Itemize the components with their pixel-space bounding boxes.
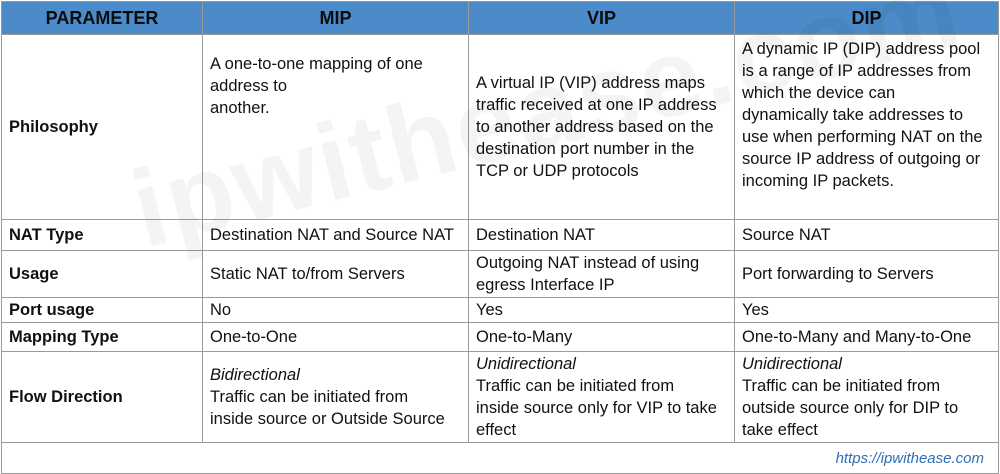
text-line: incoming IP packets.	[742, 172, 894, 190]
header-vip: VIP	[469, 2, 735, 35]
cell-mapping-type-mip: One-to-One	[203, 323, 469, 352]
text-line: destination port number in the	[476, 140, 695, 158]
param-usage: Usage	[2, 251, 203, 298]
text-line: dynamically take addresses to	[742, 106, 964, 124]
direction-label: Unidirectional	[742, 355, 842, 373]
param-flow-direction: Flow Direction	[2, 352, 203, 443]
text-line: egress Interface IP	[476, 276, 615, 294]
cell-nat-type-dip: Source NAT	[735, 220, 999, 251]
cell-flow-direction-mip	[203, 352, 469, 443]
footer-cell	[2, 443, 999, 474]
direction-label: Bidirectional	[210, 366, 300, 384]
cell-nat-type-vip: Destination NAT	[469, 220, 735, 251]
param-mapping-type: Mapping Type	[2, 323, 203, 352]
text-line: traffic received at one IP address	[476, 96, 717, 114]
cell-usage-mip: Static NAT to/from Servers	[203, 251, 469, 298]
header-mip: MIP	[203, 2, 469, 35]
direction-label: Unidirectional	[476, 355, 576, 373]
header-dip: DIP	[735, 2, 999, 35]
cell-mapping-type-dip: One-to-Many and Many-to-One	[735, 323, 999, 352]
header-row	[2, 2, 999, 35]
cell-port-usage-mip: No	[203, 298, 469, 323]
param-nat-type: NAT Type	[2, 220, 203, 251]
cell-flow-direction-vip	[469, 352, 735, 443]
cell-usage-vip	[469, 251, 735, 298]
header-parameter: PARAMETER	[2, 2, 203, 35]
comparison-table	[1, 1, 999, 474]
text-line: Traffic can be initiated from	[742, 377, 941, 395]
footer-row	[2, 443, 999, 474]
cell-nat-type-mip: Destination NAT and Source NAT	[203, 220, 469, 251]
table-row-usage	[2, 251, 999, 298]
param-port-usage: Port usage	[2, 298, 203, 323]
text-line: outside source only for DIP to	[742, 399, 959, 417]
text-line: which the device can	[742, 84, 896, 102]
cell-philosophy-vip	[469, 35, 735, 220]
text-line: inside source or Outside Source	[210, 410, 445, 428]
text-line: Traffic can be initiated from	[476, 377, 675, 395]
text-line: effect	[476, 421, 517, 439]
cell-flow-direction-dip	[735, 352, 999, 443]
table-row-flow-direction	[2, 352, 999, 443]
table-row-philosophy	[2, 35, 999, 220]
table-row-port-usage	[2, 298, 999, 323]
text-line: to another address based on the	[476, 118, 714, 136]
param-philosophy: Philosophy	[2, 35, 203, 220]
text-line: A virtual IP (VIP) address maps	[476, 74, 705, 92]
text-line: take effect	[742, 421, 818, 439]
text-line: TCP or UDP protocols	[476, 162, 639, 180]
cell-mapping-type-vip: One-to-Many	[469, 323, 735, 352]
source-url[interactable]: https://ipwithease.com	[835, 449, 984, 467]
text-line: source IP address of outgoing or	[742, 150, 981, 168]
cell-philosophy-mip	[203, 35, 469, 220]
text-line: A one-to-one mapping of one	[210, 55, 423, 73]
table-row-nat-type	[2, 220, 999, 251]
text-line: A dynamic IP (DIP) address pool	[742, 40, 981, 58]
text-line: another.	[210, 99, 270, 117]
cell-philosophy-dip	[735, 35, 999, 220]
text-line: is a range of IP addresses from	[742, 62, 971, 80]
text-line: Traffic can be initiated from	[210, 388, 409, 406]
text-line: inside source only for VIP to take	[476, 399, 717, 417]
cell-port-usage-dip: Yes	[735, 298, 999, 323]
cell-port-usage-vip: Yes	[469, 298, 735, 323]
text-line: Outgoing NAT instead of using	[476, 254, 700, 272]
text-line: address to	[210, 77, 288, 95]
table-row-mapping-type	[2, 323, 999, 352]
text-line: use when performing NAT on the	[742, 128, 983, 146]
cell-usage-dip: Port forwarding to Servers	[735, 251, 999, 298]
